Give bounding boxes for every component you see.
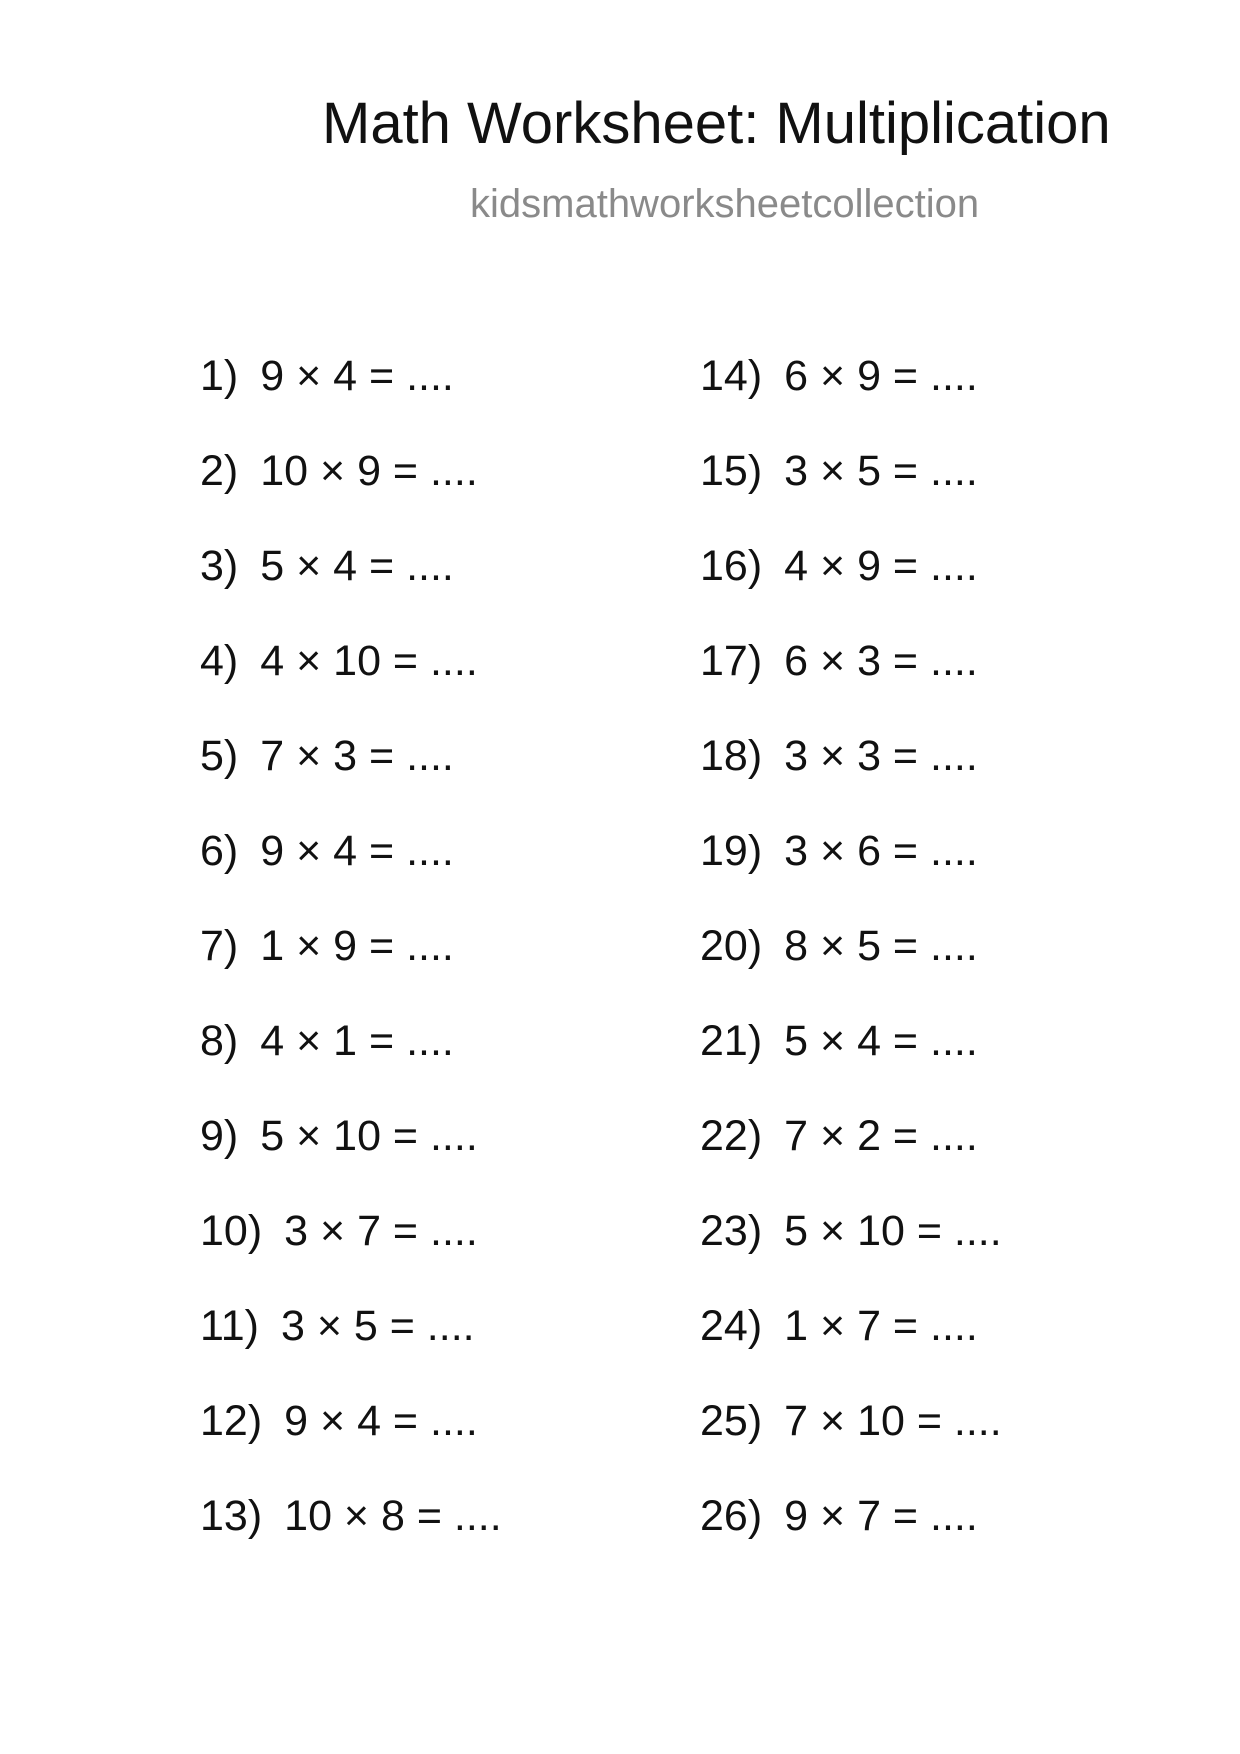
problem-item <box>700 1395 1160 1490</box>
problem-number: 14) <box>700 352 763 400</box>
problem-number: 2) <box>200 447 239 495</box>
problem-item <box>700 825 1160 920</box>
problem-item <box>700 730 1160 825</box>
problem-item <box>200 1490 660 1585</box>
problem-number: 3) <box>200 542 239 590</box>
problem-item <box>200 1205 660 1300</box>
problem-expression: 9 × 7 = .... <box>784 1492 978 1540</box>
problem-item <box>200 1300 660 1395</box>
problem-number: 8) <box>200 1017 239 1065</box>
problem-expression: 1 × 7 = .... <box>784 1302 978 1350</box>
problem-number: 10) <box>200 1207 263 1255</box>
problem-column-right <box>700 350 1160 1585</box>
problem-expression: 3 × 3 = .... <box>784 732 978 780</box>
problem-item <box>700 350 1160 445</box>
problem-expression: 7 × 10 = .... <box>784 1397 1002 1445</box>
problem-number: 11) <box>200 1302 259 1350</box>
problem-expression: 4 × 1 = .... <box>260 1017 454 1065</box>
problem-number: 7) <box>200 922 239 970</box>
problem-number: 26) <box>700 1492 763 1540</box>
problem-number: 23) <box>700 1207 763 1255</box>
problem-expression: 3 × 5 = .... <box>784 447 978 495</box>
problem-item <box>200 1395 660 1490</box>
problem-item <box>200 540 660 635</box>
problem-expression: 3 × 6 = .... <box>784 827 978 875</box>
problem-item <box>200 445 660 540</box>
problem-item <box>200 350 660 445</box>
problem-item <box>700 1015 1160 1110</box>
problem-number: 24) <box>700 1302 763 1350</box>
problem-number: 15) <box>700 447 763 495</box>
problem-item <box>700 635 1160 730</box>
problem-item <box>700 1300 1160 1395</box>
problem-expression: 10 × 9 = .... <box>260 447 478 495</box>
problem-number: 18) <box>700 732 763 780</box>
problem-column-left <box>200 350 660 1585</box>
problem-item <box>200 1015 660 1110</box>
problem-number: 13) <box>200 1492 263 1540</box>
problem-item <box>200 825 660 920</box>
problem-number: 6) <box>200 827 239 875</box>
problem-expression: 4 × 10 = .... <box>260 637 478 685</box>
problem-item <box>200 730 660 825</box>
page-title: Math Worksheet: Multiplication <box>322 91 1111 156</box>
problem-expression: 9 × 4 = .... <box>260 827 454 875</box>
problem-number: 21) <box>700 1017 763 1065</box>
problem-number: 19) <box>700 827 763 875</box>
problem-number: 17) <box>700 637 763 685</box>
problem-expression: 7 × 2 = .... <box>784 1112 978 1160</box>
problem-number: 9) <box>200 1112 239 1160</box>
problem-expression: 5 × 10 = .... <box>784 1207 1002 1255</box>
problem-expression: 5 × 4 = .... <box>260 542 454 590</box>
problem-expression: 1 × 9 = .... <box>260 922 454 970</box>
problem-number: 4) <box>200 637 239 685</box>
problem-expression: 7 × 3 = .... <box>260 732 454 780</box>
problem-number: 16) <box>700 542 763 590</box>
problem-item <box>200 1110 660 1205</box>
problem-item <box>700 1490 1160 1585</box>
problem-item <box>200 635 660 730</box>
problem-item <box>700 445 1160 540</box>
problem-expression: 9 × 4 = .... <box>260 352 454 400</box>
problem-item <box>200 920 660 1015</box>
problem-expression: 10 × 8 = .... <box>284 1492 502 1540</box>
problem-expression: 4 × 9 = .... <box>784 542 978 590</box>
problem-number: 5) <box>200 732 239 780</box>
problem-expression: 9 × 4 = .... <box>284 1397 478 1445</box>
problem-expression: 5 × 10 = .... <box>260 1112 478 1160</box>
problem-expression: 3 × 7 = .... <box>284 1207 478 1255</box>
problem-item <box>700 1110 1160 1205</box>
problem-item <box>700 540 1160 635</box>
problem-number: 25) <box>700 1397 763 1445</box>
problem-expression: 5 × 4 = .... <box>784 1017 978 1065</box>
problem-expression: 3 × 5 = .... <box>280 1302 475 1350</box>
page-subtitle: kidsmathworksheetcollection <box>470 182 980 226</box>
problem-number: 20) <box>700 922 763 970</box>
problem-expression: 6 × 9 = .... <box>784 352 978 400</box>
problem-expression: 8 × 5 = .... <box>784 922 978 970</box>
problem-expression: 6 × 3 = .... <box>784 637 978 685</box>
problem-number: 12) <box>200 1397 263 1445</box>
problem-number: 1) <box>200 352 239 400</box>
problem-item <box>700 920 1160 1015</box>
problem-item <box>700 1205 1160 1300</box>
problem-number: 22) <box>700 1112 763 1160</box>
